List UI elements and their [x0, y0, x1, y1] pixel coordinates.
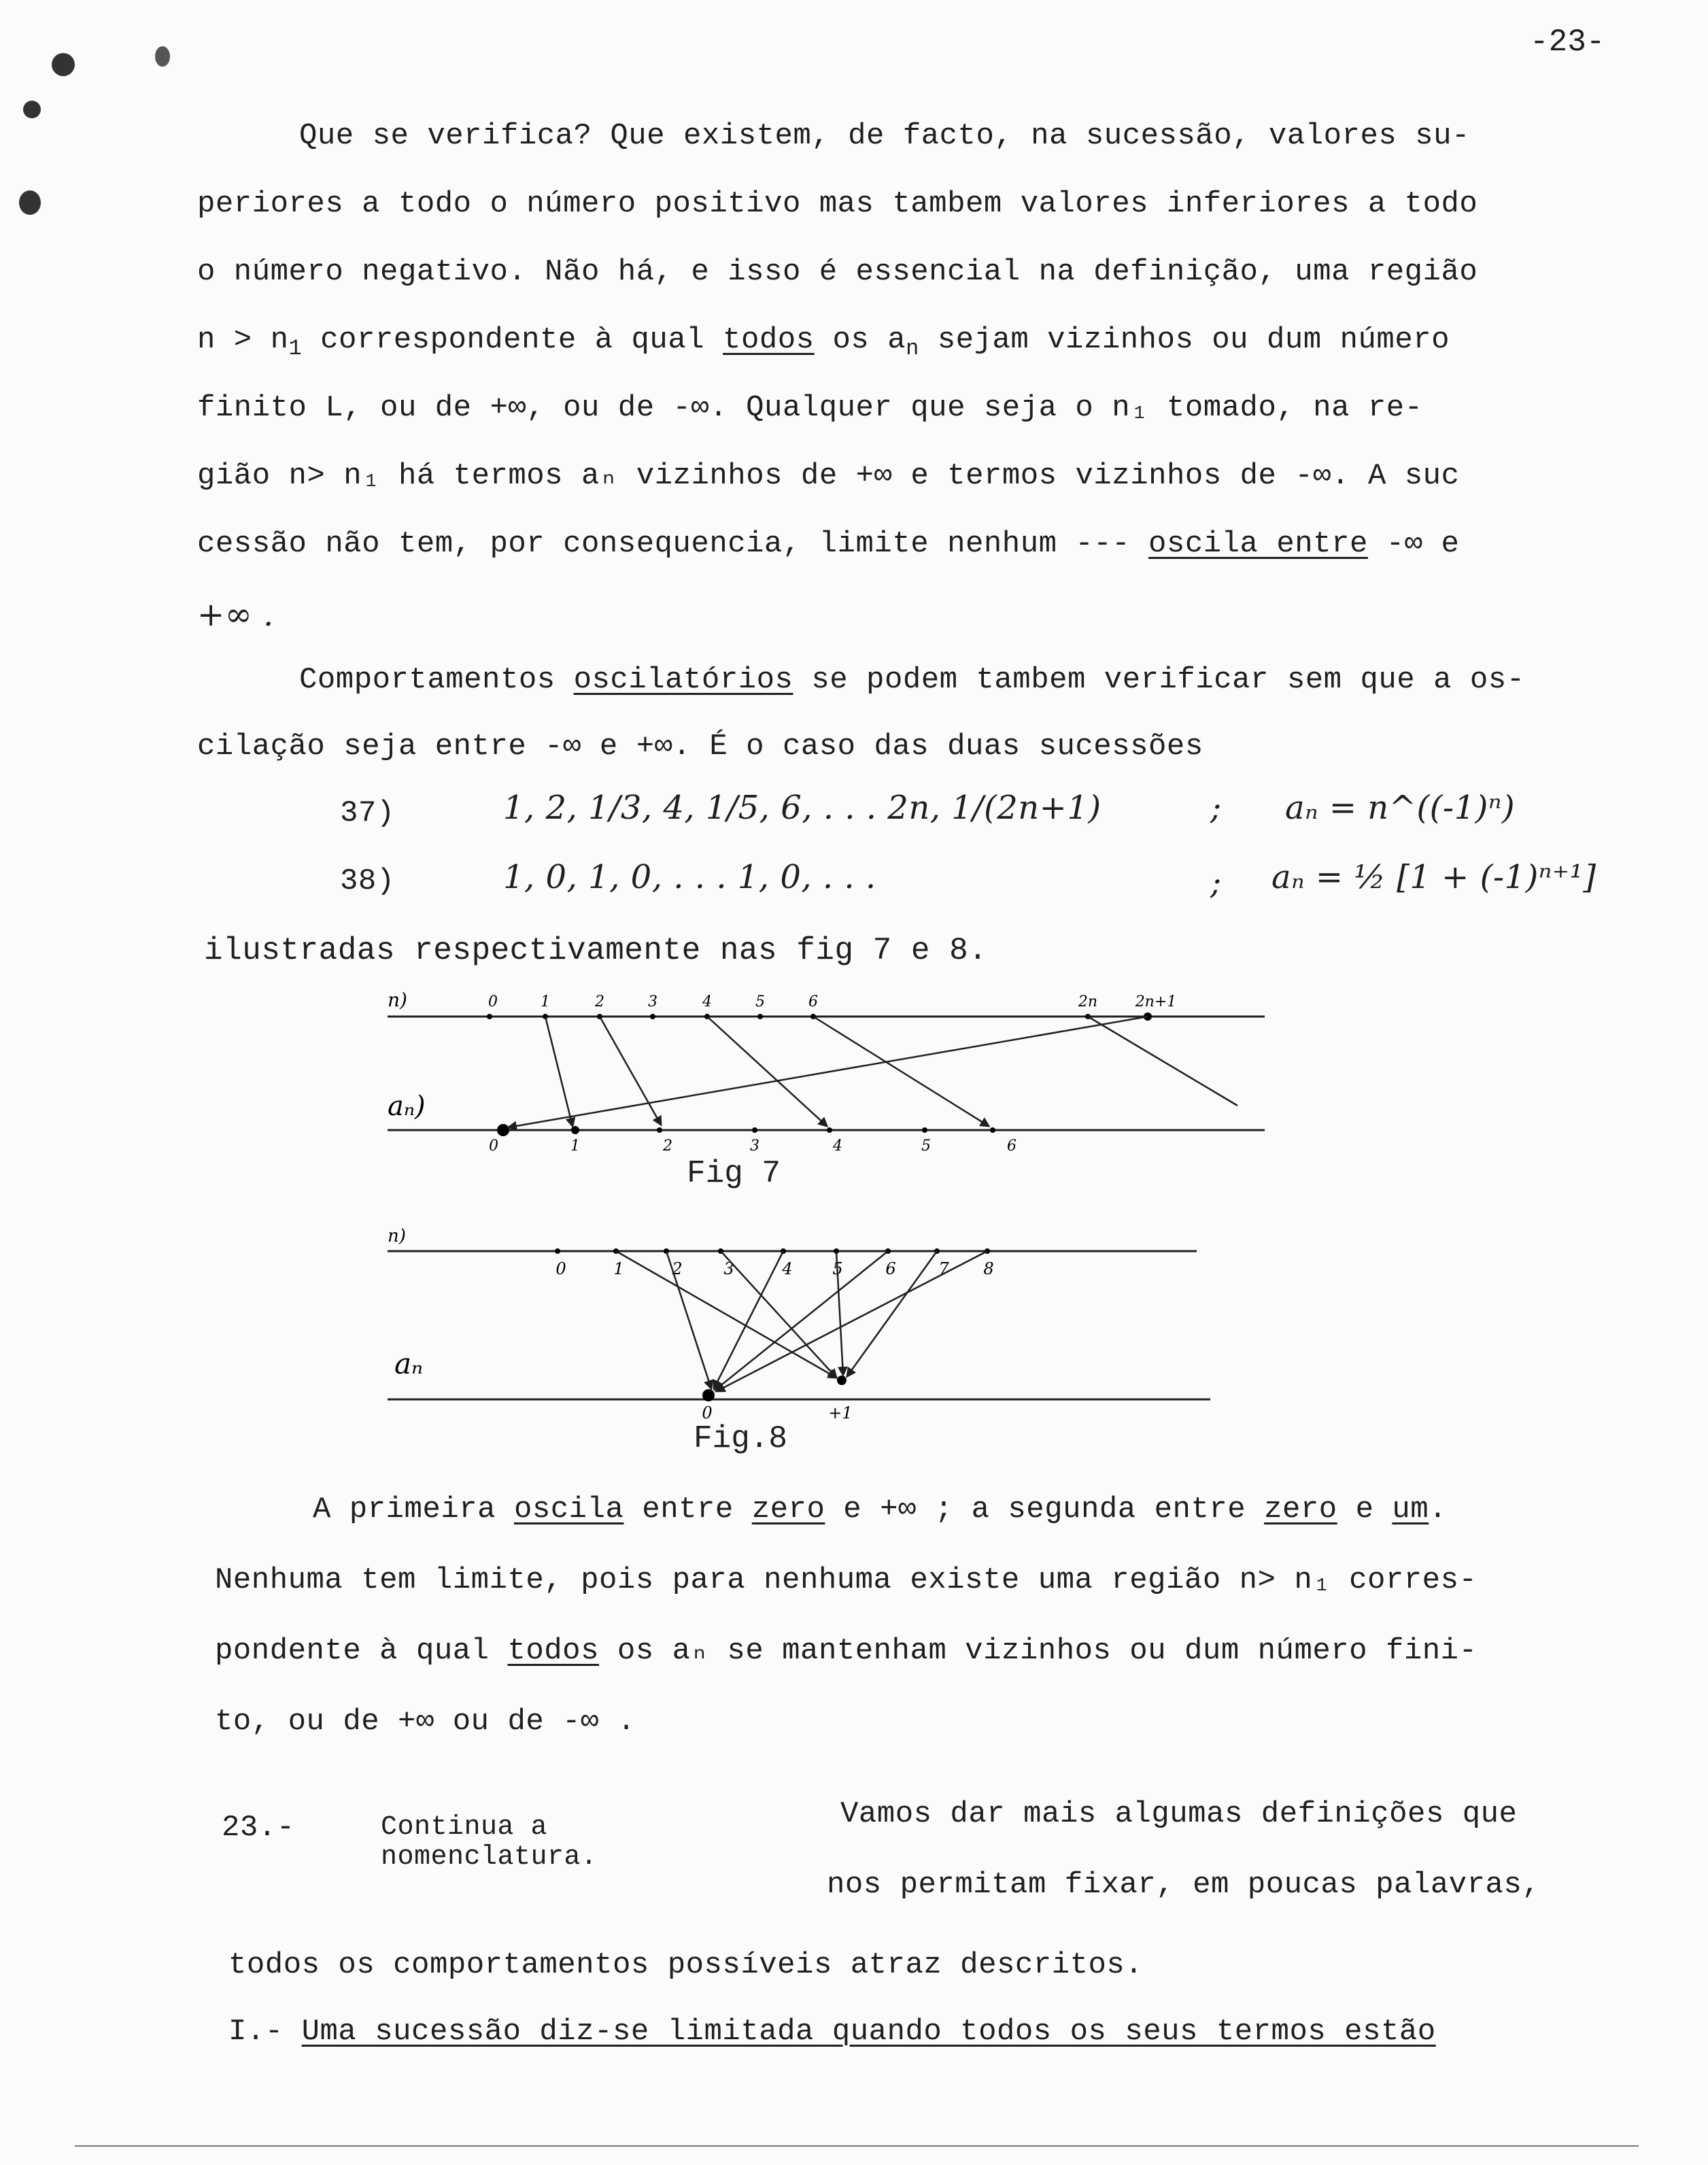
binder-hole-3 [23, 101, 41, 118]
arrow-n1 [545, 1017, 573, 1126]
section-title-line: Continua a [381, 1812, 548, 1843]
text-line [228, 2013, 1436, 2051]
text-fragment: sejam vizinhos ou dum número [919, 323, 1450, 357]
equation-separator: ; [1210, 789, 1222, 827]
subscript: n [906, 335, 919, 361]
tick-dot [837, 1376, 847, 1385]
text-line: Que se verifica? Que existem, de facto, na sucessão, valores su- [299, 119, 1470, 153]
text-line: finito L, ou de +∞, ou de -∞. Qualquer que seja o n₁ tomado, na re- [197, 391, 1423, 425]
tick-label: 3 [723, 1259, 734, 1278]
text-line: +∞ . [197, 596, 274, 634]
text-fragment: os aₙ se mantenham vizinhos ou dum número fini- [599, 1634, 1478, 1668]
underlined-word: todos [507, 1634, 599, 1668]
tick-label: 4 [702, 993, 712, 1010]
text-fragment: cessão não tem, por consequencia, limite nenhum --- [197, 527, 1149, 561]
text-line: ilustradas respectivamente nas fig 7 e 8. [204, 933, 988, 968]
tick-dot [990, 1127, 995, 1133]
text-line: periores a todo o número positivo mas tambem valores inferiores a todo [197, 187, 1478, 221]
tick-label: 1 [570, 1138, 580, 1155]
text-line: nos permitam fixar, em poucas palavras, [827, 1868, 1541, 1902]
tick-label: 0 [702, 1403, 713, 1421]
text-line: Nenhuma tem limite, pois para nenhuma existe uma região n> n₁ corres- [215, 1563, 1478, 1597]
text-line: Vamos dar mais algumas definições que [840, 1797, 1518, 1831]
text-fragment: pondente à qual [215, 1634, 508, 1668]
text-fragment: Comportamentos [299, 663, 574, 697]
equation-label: 38) [340, 864, 395, 898]
fig7-bottom-axis-label: aₙ) [388, 1091, 426, 1122]
text-line [313, 1490, 1447, 1529]
text-fragment: A primeira [313, 1493, 514, 1527]
text-line: gião n> n₁ há termos aₙ vizinhos de +∞ e termos vizinhos de -∞. A suc [197, 459, 1460, 493]
binder-hole-1 [52, 53, 75, 76]
equation-formula: aₙ = ½ [1 + (-1)ⁿ⁺¹] [1271, 858, 1596, 896]
text-line: o número negativo. Não há, e isso é essencial na definição, uma região [197, 255, 1478, 289]
page-number: -23- [1530, 24, 1605, 60]
tick-dot [555, 1248, 560, 1254]
subscript: 1 [288, 335, 303, 361]
binder-hole-4 [19, 190, 41, 215]
text-line: to, ou de +∞ ou de -∞ . [215, 1705, 636, 1739]
tick-dot [757, 1014, 763, 1019]
tick-label: 5 [832, 1259, 843, 1278]
text-fragment: I.- [228, 2015, 302, 2049]
text-line: cilação seja entre -∞ e +∞. É o caso das duas sucessões [197, 730, 1203, 764]
equation-separator: ; [1210, 864, 1222, 902]
page-bottom-rule [75, 2145, 1639, 2147]
figure-7 [367, 972, 1278, 1176]
tick-dot [571, 1126, 579, 1134]
underlined-word: todos [723, 323, 815, 357]
arrow-n2 [666, 1251, 711, 1388]
section-title-line: nomenclatura. [381, 1842, 598, 1873]
section-number: 23.- [222, 1811, 295, 1845]
arrow-n2n1 [509, 1017, 1148, 1127]
equation-label: 37) [340, 796, 395, 830]
arrow-n2n [1088, 1017, 1237, 1106]
fig7-bottom-ticks [489, 1124, 1017, 1155]
tick-label: 5 [755, 993, 765, 1010]
arrow-n6 [715, 1251, 888, 1390]
tick-dot [752, 1127, 757, 1133]
text-fragment: os a [814, 323, 906, 357]
tick-label: 4 [782, 1259, 793, 1278]
figure-7-caption: Fig 7 [687, 1156, 781, 1191]
tick-label: 6 [808, 993, 818, 1010]
equation-formula: aₙ = n^((-1)ⁿ) [1285, 789, 1516, 827]
equation-sequence: 1, 2, 1/3, 4, 1/5, 6, . . . 2n, 1/(2n+1) [503, 789, 1101, 827]
tick-label: 1 [541, 993, 550, 1010]
tick-dot [487, 1014, 492, 1019]
text-fragment: . [1429, 1493, 1448, 1527]
tick-label: 2 [663, 1138, 672, 1155]
fig7-top-axis-label: n) [388, 989, 407, 1011]
fig8-bottom-axis-label: aₙ [394, 1347, 424, 1380]
text-line [299, 661, 1525, 699]
binder-hole-2 [155, 46, 170, 67]
text-fragment: entre [624, 1493, 752, 1527]
tick-label: 5 [921, 1138, 931, 1155]
tick-label: 3 [648, 993, 657, 1010]
tick-label: 2 [672, 1259, 683, 1278]
tick-label: 1 [613, 1259, 624, 1278]
tick-label: +1 [828, 1403, 853, 1421]
tick-label: 0 [489, 1138, 498, 1155]
tick-dot [650, 1014, 655, 1019]
tick-label: 0 [488, 993, 498, 1010]
figure-8 [367, 1217, 1224, 1421]
tick-label: 8 [983, 1259, 994, 1278]
tick-label: 6 [885, 1259, 896, 1278]
text-fragment: -∞ e [1367, 527, 1460, 561]
underlined-word: zero [751, 1493, 825, 1527]
figure-8-caption: Fig.8 [694, 1421, 788, 1456]
tick-label: 7 [938, 1259, 949, 1278]
tick-label: 0 [556, 1259, 566, 1278]
arrow-n4 [707, 1017, 827, 1126]
text-fragment: e [1337, 1493, 1393, 1527]
tick-label: 6 [1007, 1138, 1017, 1155]
tick-label: 2n+1 [1135, 993, 1177, 1010]
underlined-word: oscila [513, 1493, 624, 1527]
text-line [197, 525, 1459, 563]
arrow-n6 [813, 1017, 989, 1126]
underlined-word: um [1392, 1493, 1429, 1527]
tick-dot [657, 1127, 662, 1133]
underlined-word: oscilatórios [573, 663, 793, 697]
text-fragment: se podem tambem verificar sem que a os- [793, 663, 1525, 697]
underlined-phrase: Uma sucessão diz-se limitada quando todos os seus termos estão [301, 2015, 1436, 2049]
underlined-word: zero [1264, 1493, 1337, 1527]
arrow-n2 [600, 1017, 661, 1125]
tick-dot [702, 1389, 715, 1401]
text-line [197, 321, 1450, 368]
text-line: todos os comportamentos possíveis atraz descritos. [228, 1948, 1144, 1982]
text-fragment: n > n [197, 323, 289, 357]
tick-dot [497, 1124, 509, 1136]
tick-label: 3 [750, 1138, 759, 1155]
tick-label: 4 [833, 1138, 842, 1155]
fig8-top-axis-label: n) [388, 1226, 406, 1246]
text-fragment: e +∞ ; a segunda entre [825, 1493, 1265, 1527]
text-fragment: correspondente à qual [302, 323, 723, 357]
tick-dot [922, 1127, 927, 1133]
underlined-phrase: oscila entre [1148, 527, 1368, 561]
tick-dot [827, 1127, 832, 1133]
fig7-arrows [509, 1017, 1237, 1127]
tick-label: 2 [595, 993, 604, 1010]
text-line [215, 1632, 1478, 1670]
tick-label: 2n [1078, 993, 1098, 1010]
equation-sequence: 1, 0, 1, 0, . . . 1, 0, . . . [503, 858, 876, 896]
